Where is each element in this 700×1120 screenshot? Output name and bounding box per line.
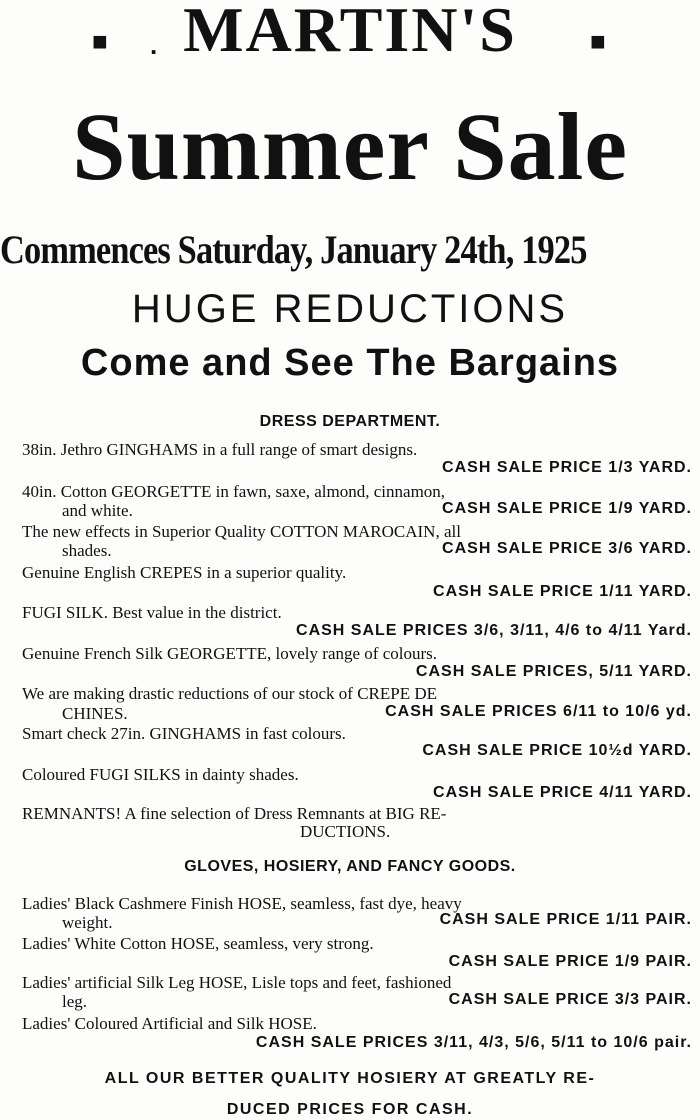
ornament-mark-dot: .	[150, 30, 158, 60]
sale-date-line: Commences Saturday, January 24th, 1925	[0, 227, 587, 272]
item-price: CASH SALE PRICE 10½d YARD.	[422, 742, 692, 759]
item-description-continued: and white.	[62, 501, 133, 520]
item-description: Coloured FUGI SILKS in dainty shades.	[22, 765, 299, 784]
item-price: CASH SALE PRICE 3/3 PAIR.	[448, 991, 692, 1008]
item-description: The new effects in Superior Quality COTTON MAROCAIN, all	[22, 522, 461, 541]
sale-title: Summer Sale	[72, 93, 628, 200]
item-price: CASH SALE PRICES 3/11, 4/3, 5/6, 5/11 to 10/6 pair.	[255, 1034, 692, 1051]
gloves-hosiery-heading: GLOVES, HOSIERY, AND FANCY GOODS.	[184, 858, 516, 875]
tagline: Come and See The Bargains	[80, 342, 620, 384]
item-description: REMNANTS! A fine selection of Dress Remnants at BIG RE-	[22, 804, 447, 823]
item-description: Ladies' Coloured Artificial and Silk HOSE.	[22, 1014, 317, 1033]
ornament-mark-left: ■	[92, 26, 108, 56]
item-description: Genuine French Silk GEORGETTE, lovely range of colours.	[22, 644, 437, 663]
item-price: CASH SALE PRICE 3/6 YARD.	[442, 540, 692, 557]
item-description: Genuine English CREPES in a superior quality.	[22, 563, 347, 582]
item-price: CASH SALE PRICE 4/11 YARD.	[433, 784, 692, 801]
item-description-continued: leg.	[62, 992, 88, 1011]
item-price: CASH SALE PRICE 1/9 YARD.	[442, 500, 692, 517]
item-description: Smart check 27in. GINGHAMS in fast colours.	[22, 724, 346, 743]
item-description-continued: DUCTIONS.	[300, 822, 391, 841]
item-price: CASH SALE PRICES 3/6, 3/11, 4/6 to 4/11 Yard.	[296, 622, 692, 639]
footer-line-2: DUCED PRICES FOR CASH.	[226, 1101, 474, 1118]
item-price: CASH SALE PRICES 6/11 to 10/6 yd.	[385, 703, 692, 720]
item-description-continued: weight.	[62, 913, 113, 932]
item-price: CASH SALE PRICE 1/11 PAIR.	[439, 911, 692, 928]
item-description-continued: CHINES.	[62, 704, 128, 723]
footer-line-1: ALL OUR BETTER QUALITY HOSIERY AT GREATLY RE-	[104, 1070, 596, 1087]
item-description: Ladies' artificial Silk Leg HOSE, Lisle tops and feet, fashioned	[22, 973, 452, 992]
item-description: Ladies' White Cotton HOSE, seamless, very strong.	[22, 934, 374, 953]
item-description: We are making drastic reductions of our stock of CREPE DE	[22, 684, 438, 703]
item-price: CASH SALE PRICE 1/11 YARD.	[433, 583, 692, 600]
item-description-continued: shades.	[62, 541, 112, 560]
item-description: 40in. Cotton GEORGETTE in fawn, saxe, almond, cinnamon,	[22, 482, 446, 501]
item-price: CASH SALE PRICE 1/9 PAIR.	[448, 953, 692, 970]
header	[0, 0, 700, 400]
item-description: FUGI SILK. Best value in the district.	[22, 603, 282, 622]
store-name: MARTIN'S	[183, 0, 517, 65]
item-price: CASH SALE PRICE 1/3 YARD.	[442, 459, 692, 476]
dress-department-heading: DRESS DEPARTMENT.	[259, 413, 441, 430]
item-price: CASH SALE PRICES, 5/11 YARD.	[415, 663, 692, 680]
ornament-mark-right: ■	[590, 26, 606, 56]
item-description: 38in. Jethro GINGHAMS in a full range of smart designs.	[22, 440, 418, 459]
item-description: Ladies' Black Cashmere Finish HOSE, seamless, fast dye, heavy	[22, 894, 462, 913]
huge-reductions-banner: HUGE REDUCTIONS	[131, 287, 569, 331]
